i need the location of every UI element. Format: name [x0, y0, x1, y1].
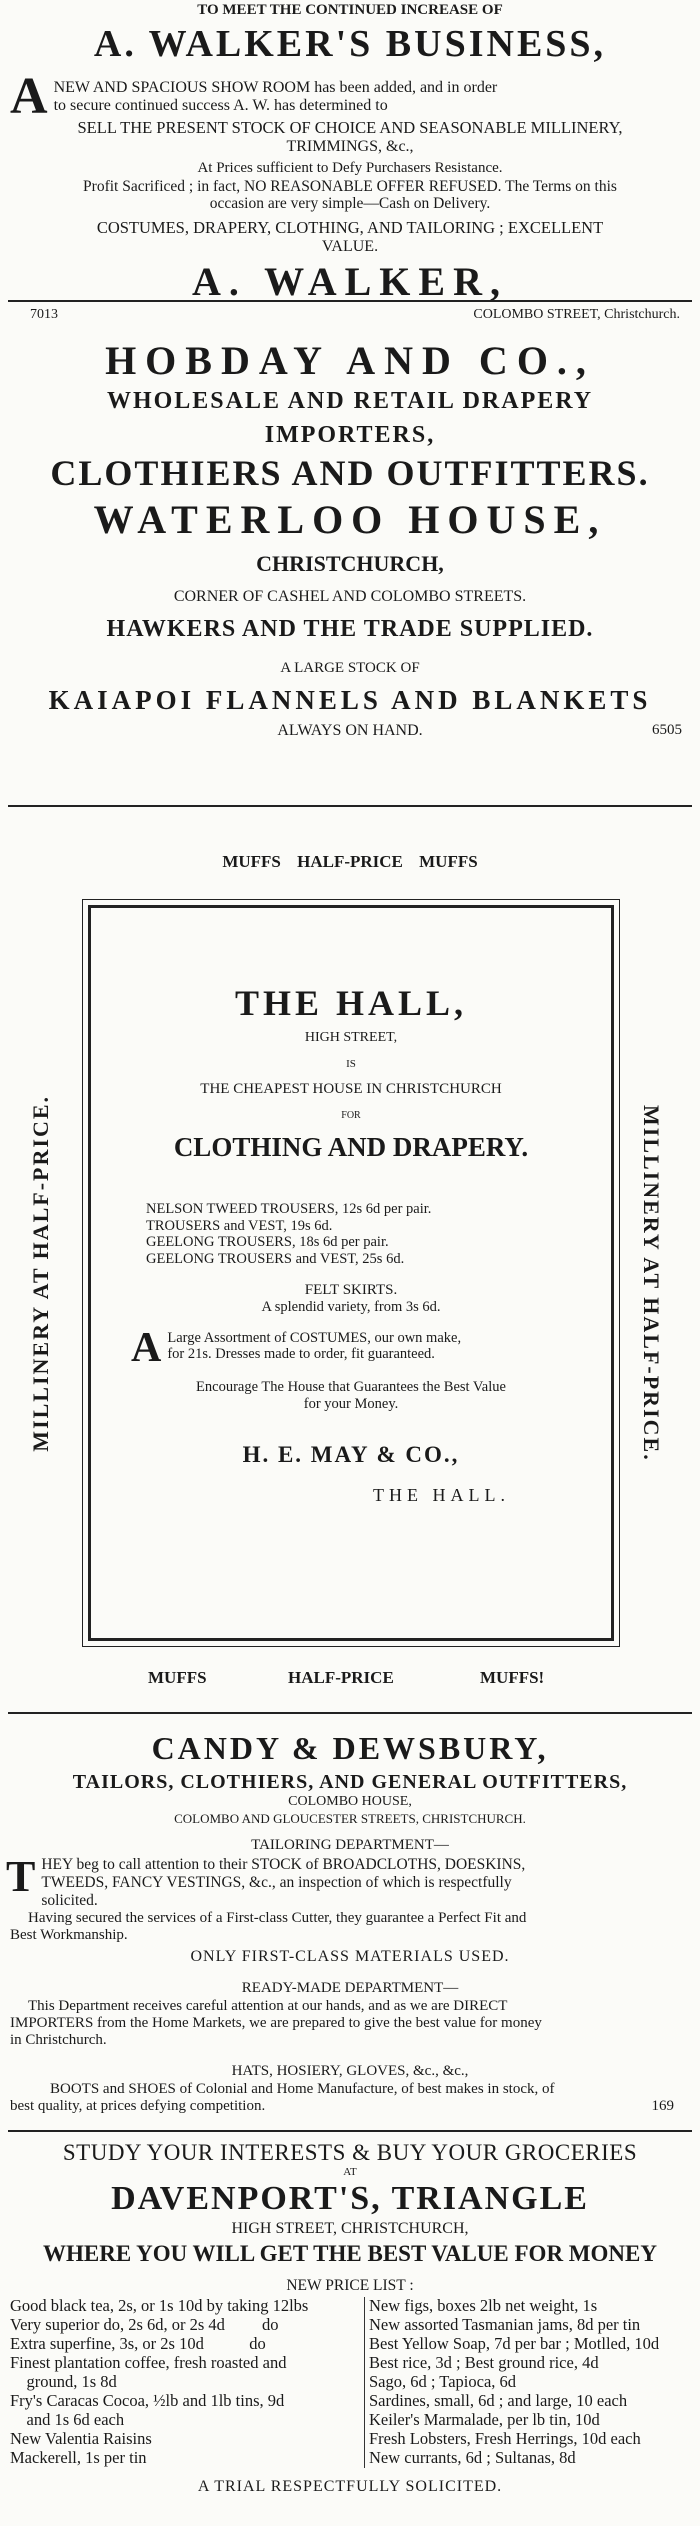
hall-side-left: MILLINERY AT HALF-PRICE. [28, 1095, 53, 1452]
hall-is: IS [346, 1058, 356, 1071]
candy-tailoring-line: solicited. [41, 1891, 98, 1909]
hobday-line: CHRISTCHURCH, [256, 550, 444, 576]
walker-body-line: to secure continued success A. W. has determined to [53, 97, 388, 115]
hall-item: TROUSERS and VEST, 19s 6d. [146, 1217, 333, 1234]
candy-title: CANDY & DEWSBURY, [151, 1730, 549, 1766]
price-list-row [6, 2316, 690, 2335]
candy-ready-line: This Department receives careful attention at our hands, and as we are DIRECT [28, 1997, 508, 2014]
price-list-left-item: ground, 1s 8d [6, 2373, 365, 2392]
candy-ref: 169 [651, 2097, 674, 2114]
hall-costumes-line: for 21s. Dresses made to order, fit guaranteed. [167, 1346, 435, 1363]
hall-encourage: Encourage The House that Guarantees the Best Value [196, 1378, 506, 1395]
hall-clothing: CLOTHING AND DRAPERY. [173, 1131, 529, 1162]
divider [8, 300, 692, 302]
hall-costumes-line: Large Assortment of COSTUMES, our own make, [167, 1329, 462, 1346]
hall-bottom-banner-right: MUFFS! [480, 1668, 545, 1687]
hobday-line: A LARGE STOCK OF [280, 659, 420, 676]
walker-costumes-line: VALUE. [321, 238, 379, 256]
candy-address: COLOMBO AND GLOUCESTER STREETS, CHRISTCHURCH. [174, 1810, 526, 1826]
candy-boots: best quality, at prices defying competition. [10, 2097, 266, 2114]
candy-tailoring-line: HEY beg to call attention to their STOCK of BROADCLOTHS, DOESKINS, [41, 1856, 526, 1874]
hobday-title: HOBDAY AND CO., [105, 338, 595, 383]
davenport-at: AT [343, 2166, 357, 2179]
price-list-right-item: Sago, 6d ; Tapioca, 6d [369, 2371, 517, 2391]
candy-footer [0, 2098, 700, 2118]
candy-ready-line: IMPORTERS from the Home Markets, we are prepared to give the best value for money [10, 2014, 542, 2031]
price-list-right-item: New figs, boxes 2lb net weight, 1s [369, 2295, 598, 2315]
walker-prices-line: At Prices sufficient to Defy Purchasers Resistance. [197, 160, 503, 177]
candy-tailoring-line: TWEEDS, FANCY VESTINGS, &c., an inspection of which is respectfully [41, 1873, 512, 1891]
hall-sign: THE HALL. [373, 1484, 510, 1505]
walker-sell-line: SELL THE PRESENT STOCK OF CHOICE AND SEASONABLE MILLINERY, [77, 117, 623, 137]
divider [8, 805, 692, 807]
divider [8, 1712, 692, 1714]
price-list-right-item: Best rice, 3d ; Best ground rice, 4d [369, 2352, 599, 2372]
walker-body-line: NEW AND SPACIOUS SHOW ROOM has been added, and in order [53, 78, 498, 96]
davenport-slogan: WHERE YOU WILL GET THE BEST VALUE FOR MONEY [43, 2240, 657, 2266]
price-list-left-item: Extra superfine, 3s, or 2s 10d do [6, 2335, 365, 2354]
candy-cutter: Having secured the services of a First-class Cutter, they guarantee a Perfect Fit and [28, 1909, 527, 1926]
hobday-line: WHOLESALE AND RETAIL DRAPERY [106, 388, 594, 414]
hobday-footer [0, 722, 700, 746]
candy-hats: HATS, HOSIERY, GLOVES, &c., &c., [231, 2063, 469, 2080]
price-list-right-item: Fresh Lobsters, Fresh Herrings, 10d each [369, 2428, 641, 2448]
walker-sell-line: TRIMMINGS, &c., [286, 137, 414, 155]
walker-footer [0, 305, 700, 327]
price-list-right-item: Sardines, small, 6d ; and large, 10 each [369, 2390, 628, 2410]
davenport-street: HIGH STREET, CHRISTCHURCH, [231, 2220, 469, 2238]
hall-items [146, 1201, 611, 1268]
candy-tailoring-head: TAILORING DEPARTMENT— [251, 1836, 449, 1853]
hobday-line: CLOTHIERS AND OUTFITTERS. [50, 453, 650, 494]
candy-tailoring [0, 1852, 700, 1909]
walker-profit-line: occasion are very simple—Cash on Delivery. [209, 195, 491, 213]
hall-street: HIGH STREET, [304, 1030, 398, 1046]
price-list-row [6, 2430, 690, 2449]
price-list-row [6, 2297, 690, 2316]
walker-advertisement [0, 0, 700, 327]
hall-drop-letter: A [131, 1324, 162, 1371]
hobday-line: WATERLOO HOUSE, [93, 496, 607, 542]
hobday-line: KAIAPOI FLANNELS AND BLANKETS [48, 685, 652, 716]
hall-advertisement-box [88, 905, 614, 1641]
davenport-advertisement [0, 2140, 700, 2496]
price-list-row [6, 2354, 690, 2373]
price-list-right-item: Keiler's Marmalade, per lb tin, 10d [369, 2409, 600, 2429]
price-list-left-item: Finest plantation coffee, fresh roasted and [6, 2354, 365, 2373]
davenport-name: DAVENPORT'S, TRIANGLE [111, 2180, 589, 2218]
hobday-line: HAWKERS AND THE TRADE SUPPLIED. [106, 616, 594, 643]
hall-item: NELSON TWEED TROUSERS, 12s 6d per pair. [146, 1200, 432, 1217]
hall-cheapest: THE CHEAPEST HOUSE IN CHRISTCHURCH [200, 1081, 502, 1098]
hobday-ref: 6505 [652, 722, 682, 739]
price-list-row [6, 2411, 690, 2430]
hall-item: GEELONG TROUSERS, 18s 6d per pair. [146, 1234, 389, 1251]
hall-encourage: for your Money. [303, 1395, 399, 1412]
hall-item: GEELONG TROUSERS and VEST, 25s 6d. [146, 1250, 405, 1267]
hall-side-right: MILLINERY AT HALF-PRICE. [639, 1105, 664, 1462]
price-list-right-item: New assorted Tasmanian jams, 8d per tin [369, 2314, 641, 2334]
candy-ready-line: in Christchurch. [10, 2032, 107, 2049]
candy-subtitle: TAILORS, CLOTHIERS, AND GENERAL OUTFITTERS, [72, 1770, 628, 1793]
candy-advertisement [0, 1730, 700, 2118]
hall-bottom-banner [0, 1668, 700, 1692]
hall-bottom-banner-mid: HALF-PRICE [288, 1668, 394, 1687]
hobday-line: CORNER OF CASHEL AND COLOMBO STREETS. [173, 587, 527, 605]
hall-top-banner: MUFFS HALF-PRICE MUFFS [222, 852, 478, 871]
walker-signature: A. WALKER, [192, 258, 508, 304]
davenport-trial: A TRIAL RESPECTFULLY SOLICITED. [197, 2477, 503, 2495]
hall-skirts-sub: A splendid variety, from 3s 6d. [261, 1298, 441, 1315]
price-list-left-item: Mackerell, 1s per tin [6, 2449, 365, 2468]
candy-house: COLOMBO HOUSE, [288, 1793, 412, 1809]
hall-title: THE HALL, [234, 983, 468, 1023]
hall-bottom-banner-left: MUFFS [148, 1668, 207, 1687]
hall-costumes [131, 1324, 611, 1371]
hobday-line: IMPORTERS, [264, 421, 436, 448]
walker-body [0, 67, 700, 125]
walker-drop-letter: A [10, 67, 48, 125]
candy-drop-letter: T [6, 1852, 36, 1902]
price-list-left-item: New Valentia Raisins [6, 2430, 365, 2449]
price-list-row [6, 2449, 690, 2468]
hobday-line: ALWAYS ON HAND. [277, 722, 423, 740]
walker-title: A. WALKER'S BUSINESS, [93, 23, 607, 66]
price-list-table [6, 2297, 690, 2468]
price-list-left-item: Very superior do, 2s 6d, or 2s 4d do [6, 2316, 365, 2335]
hall-for: FOR [341, 1110, 361, 1122]
candy-boots: BOOTS and SHOES of Colonial and Home Manufacture, of best makes in stock, of [50, 2080, 555, 2097]
candy-ready-head: READY-MADE DEPARTMENT— [241, 1980, 459, 1997]
price-list-row [6, 2335, 690, 2354]
candy-materials: ONLY FIRST-CLASS MATERIALS USED. [190, 1948, 510, 1966]
price-list-left-item: Good black tea, 2s, or 1s 10d by taking 12lbs [6, 2297, 365, 2316]
hobday-advertisement [0, 338, 700, 746]
davenport-price-list-head: NEW PRICE LIST : [286, 2277, 414, 2294]
divider [8, 2130, 692, 2132]
price-list-row [6, 2392, 690, 2411]
walker-costumes-line: COSTUMES, DRAPERY, CLOTHING, AND TAILORING ; EXCELLENT [96, 218, 604, 238]
davenport-line: STUDY YOUR INTERESTS & BUY YOUR GROCERIES [62, 2140, 638, 2165]
price-list-right-item: New currants, 6d ; Sultanas, 8d [369, 2447, 576, 2467]
price-list-row [6, 2373, 690, 2392]
price-list-right-item: Best Yellow Soap, 7d per bar ; Motlled, 10d [369, 2333, 660, 2353]
price-list-left-item: Fry's Caracas Cocoa, ½lb and 1lb tins, 9d [6, 2392, 365, 2411]
walker-profit-line: Profit Sacrificed ; in fact, NO REASONABLE OFFER REFUSED. The Terms on this [83, 177, 617, 195]
walker-heading: TO MEET THE CONTINUED INCREASE OF [197, 2, 503, 18]
walker-ref: 7013 [30, 306, 58, 322]
walker-address: COLOMBO STREET, Christchurch. [473, 306, 680, 322]
hall-proprietor: H. E. MAY & CO., [242, 1442, 460, 1468]
candy-cutter: Best Workmanship. [10, 1926, 128, 1943]
hall-skirts: FELT SKIRTS. [304, 1281, 398, 1298]
price-list-left-item: and 1s 6d each [6, 2411, 365, 2430]
